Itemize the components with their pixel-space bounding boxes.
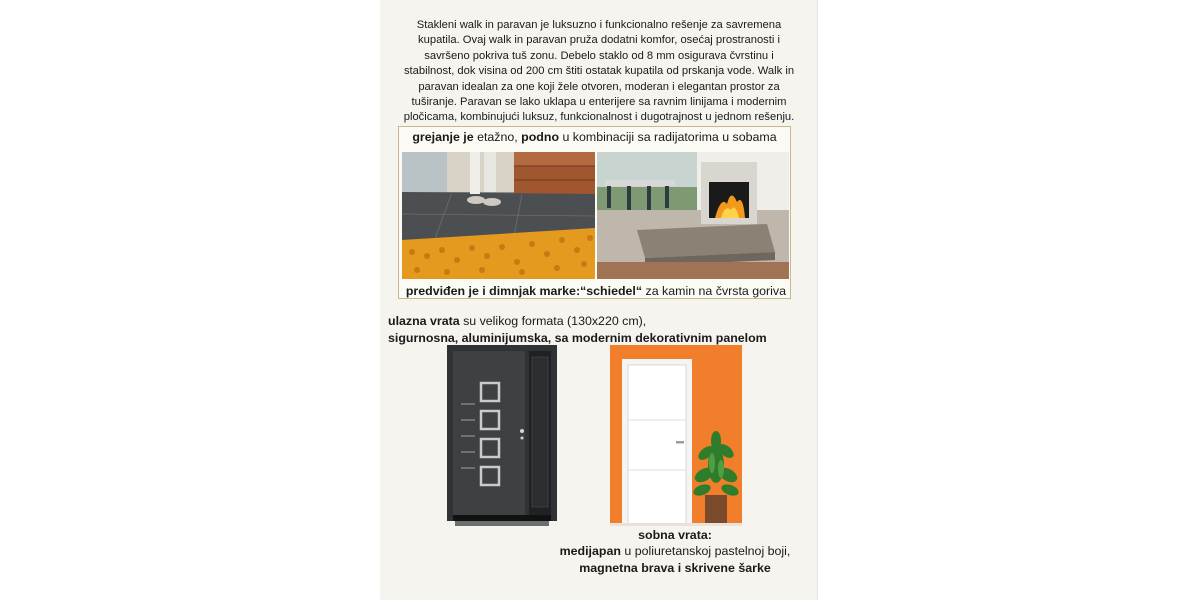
- heating-bold-2: podno: [521, 130, 560, 144]
- entry-door-photo: [447, 345, 557, 526]
- entry-door-bold-1: ulazna vrata: [388, 314, 460, 328]
- floor-heating-photo: [402, 152, 595, 279]
- room-door-bold-2: magnetna brava i skrivene šarke: [579, 560, 771, 575]
- fireplace-photo: [597, 152, 789, 279]
- chimney-text: za kamin na čvrsta goriva: [642, 284, 786, 298]
- chimney-caption: [406, 284, 786, 299]
- heating-section: [398, 126, 791, 299]
- room-door-title-text: sobna vrata:: [638, 528, 712, 542]
- intro-paragraph: Stakleni walk in paravan je luksuzno i funkcionalno rešenje za savremena kupatila. Ovaj walk in paravan pruža dodatni komfor, osećaj prostranosti i savršeno pokriva tuš zonu. Debelo staklo od 8 mm osigurava čvrstinu i stabilnost, dok visina od 200 cm štiti ostatak kupatila od prskanja vode. Walk in paravan idealan za one koji žele otvoren, moderan i elegantan prostor za tuširanje. Paravan se lako uklapa u enterijere sa ravnim linijama i modernim pločicama, kombinujući luksuz, funkcionalnost i dugotrajnost u jednom rešenju.: [403, 19, 795, 124]
- room-door-text-1: u poliuretanskoj pastelnoj boji,: [620, 544, 791, 559]
- entry-door-text-1: su velikog formata (130x220 cm),: [459, 314, 647, 328]
- entry-door-caption: [388, 313, 767, 347]
- heating-caption: [399, 129, 790, 145]
- room-door-photo: [610, 345, 742, 526]
- heating-text-1: etažno,: [473, 130, 522, 144]
- room-door-title: [530, 527, 820, 543]
- room-door-line-2: [530, 560, 820, 576]
- chimney-bold: predviđen je i dimnjak marke:“schiedel“: [405, 284, 643, 298]
- heating-bold-1: grejanje je: [412, 130, 474, 144]
- room-door-line-1: [530, 543, 820, 559]
- room-door-bold-1: medijapan: [559, 544, 621, 559]
- entry-door-line-1: [388, 313, 767, 330]
- room-door-caption: [530, 527, 820, 576]
- document-page: [380, 0, 818, 600]
- heating-text-2: u kombinaciji sa radijatorima u sobama: [559, 130, 777, 144]
- entry-door-bold-2: sigurnosna, aluminijumska, sa modernim dekorativnim panelom: [388, 331, 767, 345]
